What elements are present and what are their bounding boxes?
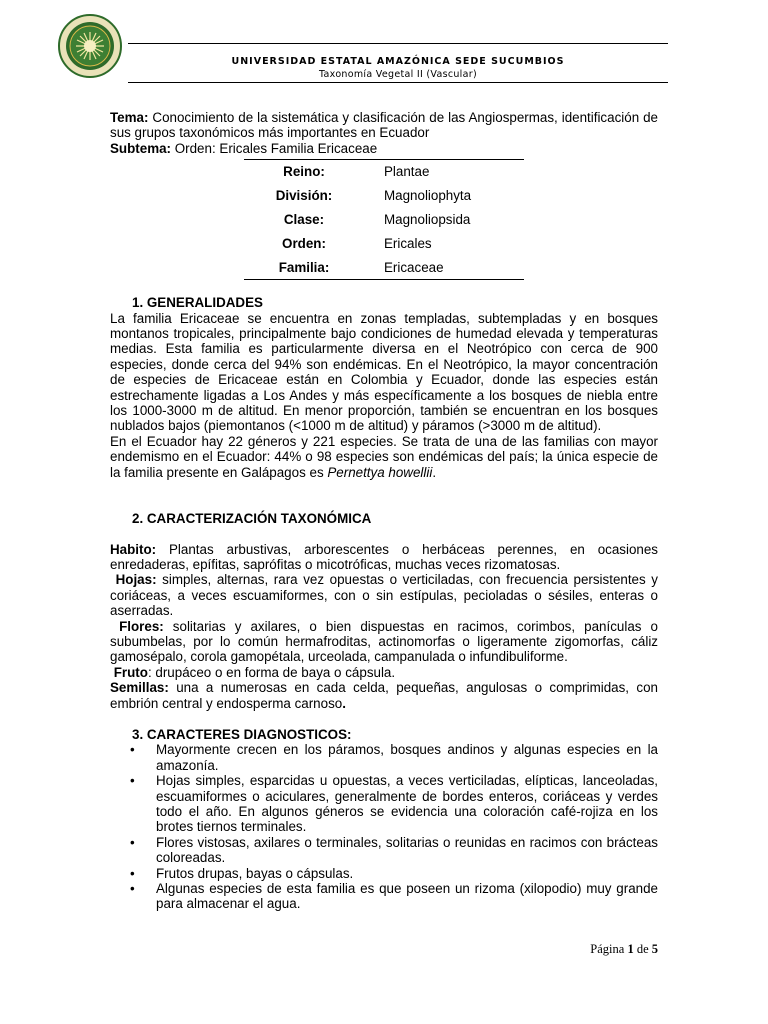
species-name: Pernettya howellii	[327, 464, 433, 480]
page-word: Página	[590, 942, 625, 956]
generalidades-paragraph-1: La familia Ericaceae se encuentra en zonas templadas, subtempladas y en bosques montanos tropicales, principalmente bajo condiciones de humedad elevada y temperaturas medias. Esta familia es particularmente diversa en el Neotrópico con cerca de 900 especies, donde cerca del 94% son endémicas. En el Neotrópico, la mayor concentración de especies de Ericaceae están en Colombia y Ecuador, donde las especies están estrechamente ligadas a Los Andes y más específicamente a los bosques de niebla entre los 1000-3000 m de altitud. En menor proporción, también se encuentran en los bosques nublados bajos (piemontanos (<1000 m de altitud) y páramos (>3000 m de altitud).	[110, 310, 658, 434]
diagnostic-list	[110, 742, 658, 911]
tema-text: Conocimiento de la sistemática y clasificación de las Angiospermas, identificación de sus grupos taxonómicos más importantes en Ecuador	[110, 110, 658, 141]
taxonomy-value: Ericaceae	[364, 256, 524, 280]
course-name: Taxonomía Vegetal II (Vascular)	[319, 69, 477, 80]
taxonomy-row	[244, 256, 524, 280]
taxonomy-key: Reino:	[244, 160, 364, 184]
taxonomy-table	[244, 159, 524, 280]
taxonomy-row	[244, 232, 524, 256]
section-2-title: 2. CARACTERIZACIÓN TAXONÓMICA	[132, 511, 372, 527]
fruto-paragraph	[110, 665, 658, 680]
header-bottom-rule	[128, 82, 668, 83]
list-item: • Hojas simples, esparcidas u opuestas, a veces verticiladas, elípticas, lanceoladas, escuamiformes o aciculares, generalmente de bordes enteros, coriáceas y verdes todo el año. En algunos géneros se evidencia una coloración café-rojiza en los brotes tiernos terminales.	[110, 773, 658, 835]
of-word: de	[636, 942, 649, 956]
total-pages: 5	[651, 942, 658, 956]
hojas-label: Hojas:	[115, 572, 157, 588]
flores-text: solitarias y axilares, o bien dispuestas en racimos, corimbos, panículas o subumbelas, por lo común hermafroditas, actinomorfas o ligeramente zigomorfas, cáliz gamosépalo, corola gamopétala, urceolada, campanulada o infundibuliforme.	[110, 618, 658, 665]
section-3-title: 3. CARACTERES DIAGNOSTICOS:	[132, 726, 352, 742]
university-seal-logo	[58, 14, 122, 78]
subtema-text: Orden: Ericales Familia Ericaceae	[171, 140, 378, 156]
fruto-text: : drupáceo o en forma de baya o cápsula.	[147, 664, 396, 680]
generalidades-text: En el Ecuador hay 22 géneros y 221 especies. Se trata de una de las familias con mayor endemismo en el Ecuador: 44% o 98 especies son endémicas del país; la única especie de la familia presente en Galápagos es	[110, 433, 658, 480]
list-item: • Mayormente crecen en los páramos, bosques andinos y algunas especies en la amazonía.	[110, 742, 658, 773]
semillas-paragraph	[110, 680, 658, 711]
taxonomy-value: Magnoliophyta	[384, 188, 472, 204]
list-item: • Frutos drupas, bayas o cápsulas.	[110, 866, 658, 881]
taxonomy-value: Ericales	[384, 236, 432, 252]
taxonomy-row	[244, 184, 524, 208]
taxonomy-key: Clase:	[283, 212, 325, 228]
semillas-label: Semillas:	[110, 680, 169, 696]
section-1-title: 1. GENERALIDADES	[132, 295, 263, 311]
hojas-paragraph	[110, 572, 658, 618]
habito-label: Habito:	[110, 541, 157, 557]
period: .	[432, 464, 437, 480]
generalidades-paragraph-2	[110, 434, 658, 480]
hojas-text: simples, alternas, rara vez opuestas o verticiladas, con frecuencia persistentes y coriáceas, a veces escuamiformes, con o sin estípulas, pecioladas o sésiles, enteras o aserradas.	[110, 572, 658, 619]
taxonomy-value: Plantae	[364, 160, 524, 184]
subtema-label: Subtema:	[110, 140, 172, 156]
habito-paragraph	[110, 542, 658, 573]
page-number	[500, 942, 658, 957]
period: .	[342, 695, 346, 711]
current-page: 1	[627, 942, 634, 956]
taxonomy-row	[244, 208, 524, 232]
habito-text: Plantas arbustivas, arborescentes o herbáceas perennes, en ocasiones enredaderas, epífitas, saprófitas o micotróficas, muchas veces rizomatosas.	[110, 541, 658, 572]
taxonomy-value: Magnoliopsida	[384, 212, 471, 228]
tema-label: Tema:	[110, 110, 149, 125]
document-body	[110, 110, 658, 912]
subtema-paragraph	[110, 141, 658, 156]
taxonomy-key: División:	[275, 188, 333, 204]
list-item: • Algunas especies de esta familia es que poseen un rizoma (xilopodio) muy grande para almacenar el agua.	[110, 881, 658, 912]
list-item: • Flores vistosas, axilares o terminales, solitarias o reunidas en racimos con brácteas coloreadas.	[110, 835, 658, 866]
university-name: UNIVERSIDAD ESTATAL AMAZÓNICA SEDE SUCUMBIOS	[231, 56, 565, 67]
taxonomy-key: Orden:	[282, 236, 326, 252]
flores-label: Flores:	[119, 618, 164, 634]
taxonomy-row	[244, 160, 524, 184]
taxonomy-key: Familia:	[244, 256, 364, 280]
tema-paragraph	[110, 110, 658, 141]
flores-paragraph	[110, 619, 658, 665]
semillas-text: una a numerosas en cada celda, pequeñas, angulosas o comprimidas, con embrión central y endosperma carnoso	[110, 680, 658, 711]
fruto-label: Fruto	[113, 664, 148, 680]
header-top-rule	[128, 43, 668, 44]
